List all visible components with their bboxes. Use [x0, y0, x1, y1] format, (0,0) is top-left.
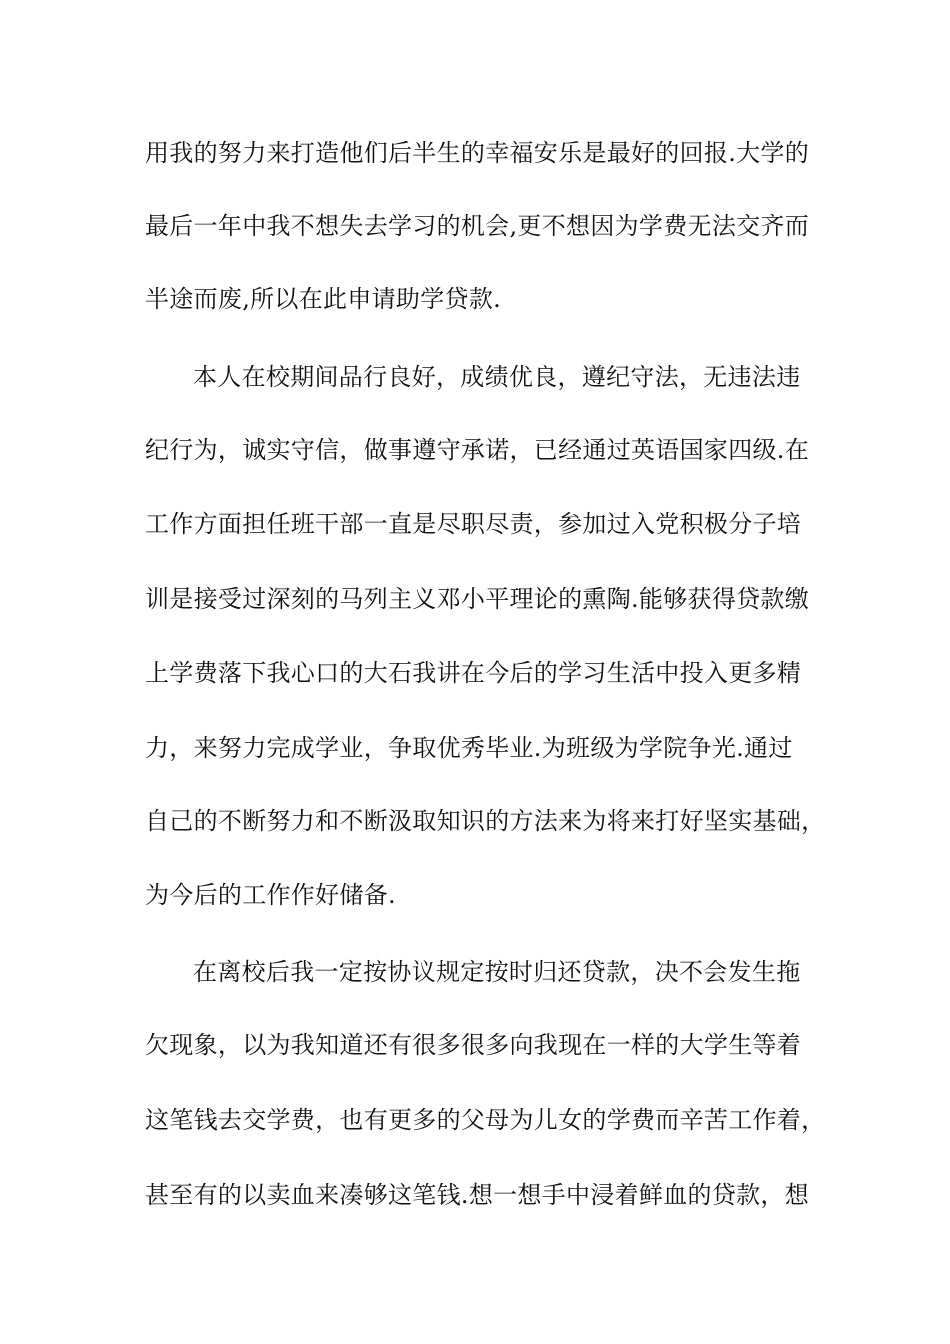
paragraph-2-line-2: 纪行为，诚实守信，做事遵守承诺，已经通过英语国家四级.在	[145, 436, 810, 464]
paragraph-3-line-2: 欠现象，以为我知道还有很多很多向我现在一样的大学生等着	[145, 1031, 802, 1059]
paragraph-1-line-2: 最后一年中我不想失去学习的机会,更不想因为学费无法交齐而	[145, 212, 810, 240]
paragraph-3-line-1: 在离校后我一定按协议规定按时归还贷款，决不会发生拖	[193, 958, 801, 986]
paragraph-1-line-3: 半途而废,所以在此申请助学贷款.	[145, 285, 502, 313]
paragraph-1-line-1: 用我的努力来打造他们后半生的幸福安乐是最好的回报.大学的	[145, 139, 810, 167]
paragraph-2-line-5: 上学费落下我心口的大石我讲在今后的学习生活中投入更多精	[145, 659, 802, 687]
paragraph-2-line-1: 本人在校期间品行良好，成绩优良，遵纪守法，无违法违	[193, 363, 801, 391]
paragraph-2-line-8: 为今后的工作作好储备.	[145, 881, 396, 909]
paragraph-3-line-4: 甚至有的以卖血来凑够这笔钱.想一想手中浸着鲜血的贷款，想	[145, 1181, 810, 1209]
paragraph-2-line-4: 训是接受过深刻的马列主义邓小平理论的熏陶.能够获得贷款缴	[145, 585, 810, 613]
paragraph-3-line-3: 这笔钱去交学费，也有更多的父母为儿女的学费而辛苦工作着，	[145, 1106, 826, 1134]
paragraph-2-line-3: 工作方面担任班干部一直是尽职尽责，参加过入党积极分子培	[145, 510, 802, 538]
paragraph-2-line-6: 力，来努力完成学业，争取优秀毕业.为班级为学院争光.通过	[145, 734, 793, 762]
paragraph-2-line-7: 自己的不断努力和不断汲取知识的方法来为将来打好坚实基础，	[145, 807, 826, 835]
